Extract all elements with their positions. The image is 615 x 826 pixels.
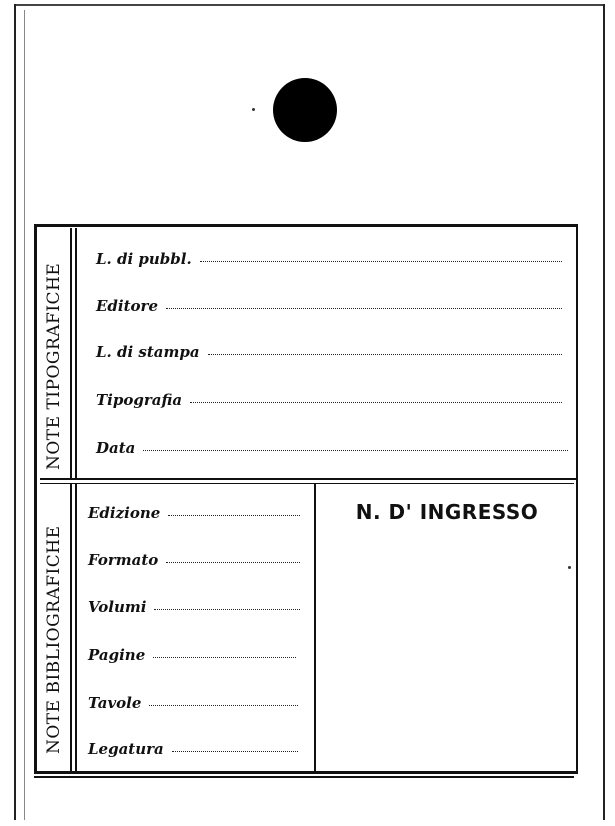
field-label: Formato	[88, 551, 159, 569]
dotted-line	[200, 260, 562, 262]
field-plates[interactable]	[88, 694, 298, 712]
ingresso-divider	[314, 484, 316, 771]
dotted-line	[154, 608, 300, 610]
field-label: L. di pubbl.	[96, 250, 192, 268]
card-edge-left-inner	[24, 10, 25, 820]
scan-speck	[252, 108, 255, 111]
dotted-line	[168, 514, 300, 516]
field-label: Tavole	[88, 694, 142, 712]
field-label: L. di stampa	[96, 343, 200, 361]
field-pages[interactable]	[88, 646, 296, 664]
field-volumes[interactable]	[88, 598, 300, 616]
dotted-line	[143, 449, 568, 451]
section-title-bibliographic: NOTE BIBLIOGRAFICHE	[44, 525, 64, 754]
punch-hole	[273, 78, 337, 142]
section-bottom-rule-a	[70, 484, 72, 771]
field-format[interactable]	[88, 551, 300, 569]
field-label: Edizione	[88, 504, 161, 522]
dotted-line	[172, 750, 298, 752]
accession-number-label: N. D' INGRESSO	[355, 500, 539, 524]
field-publisher[interactable]	[96, 297, 562, 315]
field-edition[interactable]	[88, 504, 300, 522]
section-bottom-rule-b	[75, 484, 77, 771]
section-divider-inner	[40, 483, 574, 484]
dotted-line	[149, 704, 298, 706]
dotted-line	[190, 401, 562, 403]
card-edge-top	[14, 4, 605, 6]
dotted-line	[166, 307, 562, 309]
card-edge-right	[603, 4, 605, 820]
scan-speck	[568, 566, 571, 569]
field-date[interactable]	[96, 439, 568, 457]
form-frame-bottom-rule	[34, 776, 574, 778]
field-label: Editore	[96, 297, 158, 315]
field-binding[interactable]	[88, 740, 298, 758]
dotted-line	[153, 656, 296, 658]
field-printer[interactable]	[96, 391, 562, 409]
section-divider	[40, 478, 578, 480]
field-place-of-printing[interactable]	[96, 343, 562, 361]
field-place-of-publication[interactable]	[96, 250, 562, 268]
field-label: Volumi	[88, 598, 147, 616]
field-label: Legatura	[88, 740, 164, 758]
card-edge-left	[14, 4, 16, 820]
field-label: Tipografia	[96, 391, 183, 409]
section-title-typographic: NOTE TIPOGRAFICHE	[44, 262, 64, 470]
field-label: Data	[96, 439, 136, 457]
field-label: Pagine	[88, 646, 146, 664]
section-top-rule-a	[70, 228, 72, 478]
section-top-rule-b	[75, 228, 77, 478]
dotted-line	[208, 353, 562, 355]
dotted-line	[166, 561, 300, 563]
